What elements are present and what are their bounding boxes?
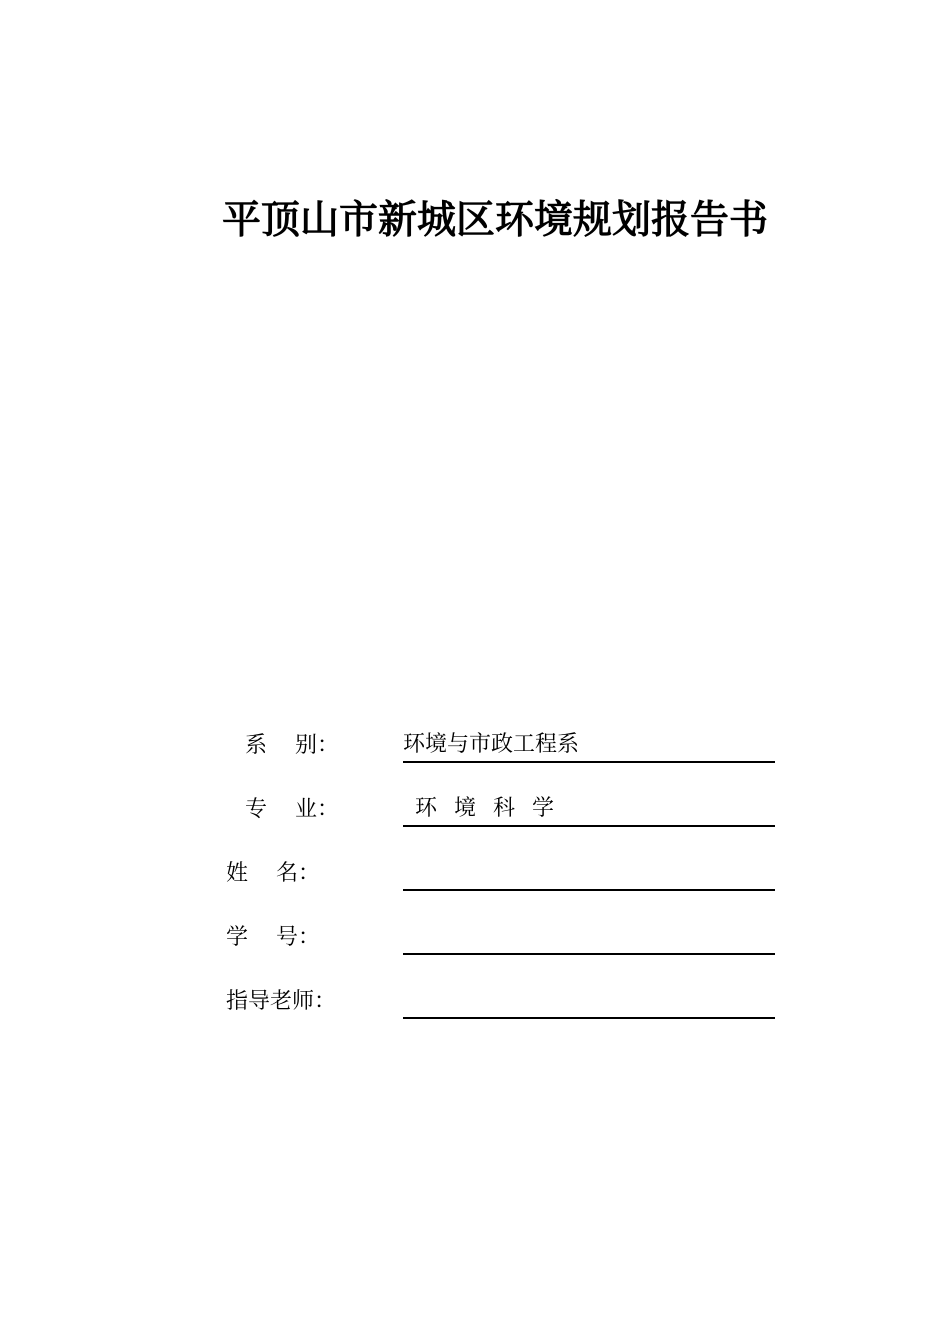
field-row-advisor [0, 985, 950, 1025]
field-label-student-id: 学 号： [226, 925, 320, 950]
field-value-department: 环境与市政工程系 [403, 732, 580, 757]
field-row-name [0, 857, 950, 897]
field-line-department [403, 729, 775, 763]
field-label-department: 系 别： [245, 733, 339, 758]
document-title: 平顶山市新城区环境规划报告书 [221, 198, 768, 243]
field-row-major [0, 793, 950, 833]
field-line-major [403, 793, 775, 827]
field-label-name: 姓 名： [226, 861, 320, 886]
field-label-advisor: 指导老师： [226, 989, 337, 1014]
field-row-department [0, 729, 950, 769]
field-line-student-id [403, 921, 775, 955]
field-label-major: 专 业： [245, 797, 339, 822]
field-line-advisor [403, 985, 775, 1019]
field-line-name [403, 857, 775, 891]
field-value-major: 环 境 科 学 [415, 796, 559, 821]
field-row-student-id [0, 921, 950, 961]
